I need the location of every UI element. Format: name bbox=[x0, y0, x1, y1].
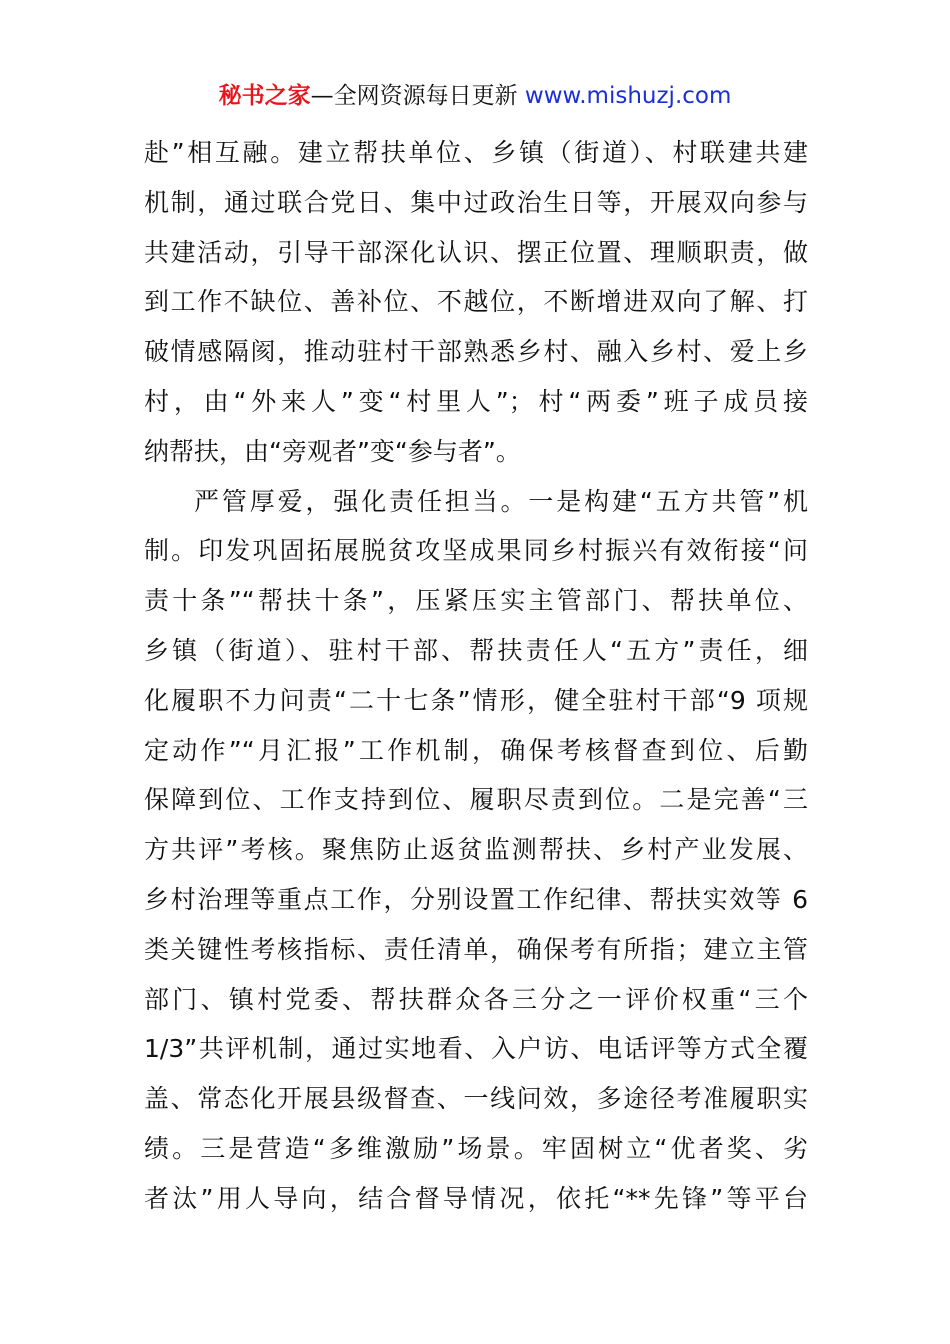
text-line: 到工作不缺位、善补位、不越位，不断增进双向了解、打 bbox=[144, 287, 808, 317]
text-line: 1/3”共评机制，通过实地看、入户访、电话评等方式全覆 bbox=[144, 1034, 808, 1064]
text-line: 化履职不力问责“二十七条”情形，健全驻村干部“9 项规 bbox=[144, 685, 808, 715]
text-line: 村，由“外来人”变“村里人”；村“两委”班子成员接 bbox=[144, 386, 808, 416]
text-line: 破情感隔阂，推动驻村干部熟悉乡村、融入乡村、爱上乡 bbox=[144, 337, 808, 367]
text-line: 乡镇（街道）、驻村干部、帮扶责任人“五方”责任，细 bbox=[144, 635, 808, 665]
text-line: 严管厚爱，强化责任担当。一是构建“五方共管”机 bbox=[194, 486, 808, 516]
text-line: 机制，通过联合党日、集中过政治生日等，开展双向参与 bbox=[144, 187, 808, 217]
page-header bbox=[0, 80, 950, 112]
text-line: 部门、镇村党委、帮扶群众各三分之一评价权重“三个 bbox=[144, 984, 808, 1014]
site-url: www.mishuzj.com bbox=[524, 83, 732, 109]
text-line: 责十条”“帮扶十条”，压紧压实主管部门、帮扶单位、 bbox=[144, 586, 808, 616]
text-line: 乡村治理等重点工作，分别设置工作纪律、帮扶实效等 6 bbox=[144, 884, 808, 914]
text-line: 定动作”“月汇报”工作机制，确保考核督查到位、后勤 bbox=[144, 735, 808, 765]
text-line: 绩。三是营造“多维激励”场景。牢固树立“优者奖、劣 bbox=[144, 1133, 808, 1163]
text-line: 方共评”考核。聚焦防止返贫监测帮扶、乡村产业发展、 bbox=[144, 835, 808, 865]
text-line: 类关键性考核指标、责任清单，确保考有所指；建立主管 bbox=[144, 934, 808, 964]
text-line: 纳帮扶，由“旁观者”变“参与者”。 bbox=[144, 436, 521, 466]
text-line: 赴”相互融。建立帮扶单位、乡镇（街道）、村联建共建 bbox=[144, 138, 808, 167]
text-line: 保障到位、工作支持到位、履职尽责到位。二是完善“三 bbox=[144, 785, 808, 815]
text-line: 盖、常态化开展县级督查、一线问效，多途径考准履职实 bbox=[144, 1084, 808, 1114]
brand-name: 秘书之家 bbox=[218, 83, 311, 109]
body-text bbox=[144, 128, 808, 1224]
text-line: 者汰”用人导向，结合督导情况，依托“**先锋”等平台 bbox=[144, 1183, 808, 1213]
text-line: 制。印发巩固拓展脱贫攻坚成果同乡村振兴有效衔接“问 bbox=[144, 536, 808, 566]
text-line: 共建活动，引导干部深化认识、摆正位置、理顺职责，做 bbox=[144, 237, 808, 267]
header-tagline: —全网资源每日更新 bbox=[310, 83, 518, 109]
